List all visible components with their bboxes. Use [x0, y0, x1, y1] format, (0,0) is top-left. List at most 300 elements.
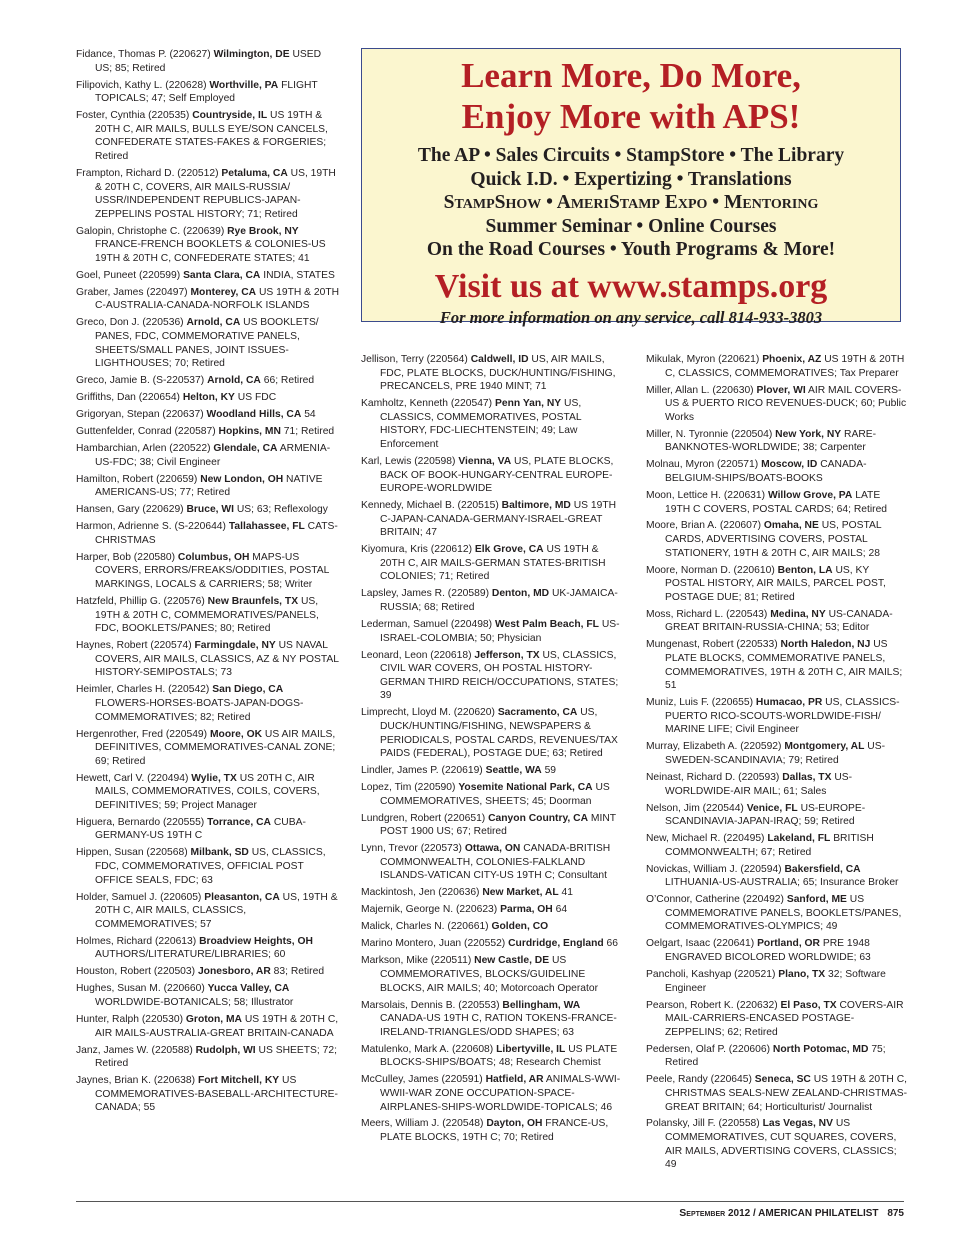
member-entry	[646, 353, 908, 380]
member-name: Harper, Bob (220580)	[76, 551, 176, 563]
member-list-column-3	[646, 353, 908, 1175]
page-number: 875	[887, 1208, 904, 1219]
member-entry	[76, 816, 340, 843]
member-location: Golden, CO	[491, 921, 549, 933]
member-entry	[76, 772, 340, 813]
member-details: US, 19TH & 20TH C, COMMEMORATIVES/PANELS, FDC, BOOKLETS/PANES; 80; Retired	[95, 596, 319, 635]
member-entry	[76, 639, 340, 680]
member-entry	[76, 1013, 340, 1040]
member-entry	[646, 638, 908, 692]
member-entry	[646, 458, 908, 485]
member-name: Hunter, Ralph (220530)	[76, 1013, 184, 1025]
member-details: US AIR MAILS, DEFINITIVES, COMMEMORATIVES-CANAL ZONE; 69; Retired	[95, 728, 336, 767]
aps-advertisement	[361, 48, 901, 327]
member-details: US, AIR MAILS, FDC, PLATE BLOCKS, DUCK/HUNTING/FISHING, PRECANCELS, PRE 1940 MINT; 71	[380, 354, 616, 393]
member-name: Lundgren, Robert (220651)	[361, 812, 486, 824]
member-name: Hergenrother, Fred (220549)	[76, 728, 208, 740]
member-entry	[646, 893, 908, 934]
member-details: 75; Retired	[665, 1043, 886, 1069]
member-details: 59	[544, 765, 557, 777]
member-entry	[646, 489, 908, 516]
member-location: Torrance, CA	[207, 816, 271, 828]
member-entry	[361, 353, 623, 394]
member-name: Greco, Jamie B. (S-220537)	[76, 375, 205, 387]
member-entry	[76, 48, 340, 75]
member-entry	[76, 79, 340, 106]
member-name: Moore, Brian A. (220607)	[646, 520, 762, 532]
member-location: Hopkins, MN	[218, 426, 281, 438]
member-name: Mungenast, Robert (220533)	[646, 639, 778, 651]
member-name: Lindler, James P. (220619)	[361, 765, 483, 777]
member-details: FRANCE-FRENCH BOOKLETS & COLONIES-US 19TH & 20TH C, CONFEDERATE STATES; 41	[95, 239, 326, 264]
member-details: 41	[561, 887, 573, 899]
member-location: Yosemite National Park, CA	[458, 782, 593, 794]
footer-rule	[76, 1201, 904, 1202]
member-details: COVERS-AIR MAIL-CARRIERS-ENCASED POSTAGE-ZEPPELINS; 62; Retired	[665, 999, 904, 1038]
member-location: New Castle, DE	[474, 955, 550, 967]
member-name: Oelgart, Isaac (220641)	[646, 938, 755, 950]
member-name: Hamilton, Robert (220659)	[76, 473, 198, 485]
member-entry	[646, 832, 908, 859]
member-details: 66; Retired	[263, 375, 315, 387]
member-location: North Potomac, MD	[772, 1043, 869, 1055]
member-entry	[361, 706, 623, 760]
member-name: Novickas, William J. (220594)	[646, 863, 782, 875]
member-name: Miller, N. Tyronnie (220504)	[646, 428, 773, 440]
member-entry	[361, 587, 623, 614]
member-entry	[76, 1044, 340, 1071]
member-entry	[76, 225, 340, 266]
member-details: US; 63; Reflexology	[236, 504, 328, 516]
ad-headline-1: Learn More, Do More,	[461, 56, 801, 95]
member-location: Bakersfield, CA	[784, 863, 861, 875]
member-name: Limprecht, Lloyd M. (220620)	[361, 707, 495, 719]
member-entry	[76, 728, 340, 769]
member-entry	[361, 397, 623, 451]
member-details: 71; Retired	[283, 426, 335, 438]
member-details: USED US; 85; Retired	[95, 49, 322, 74]
member-entry	[361, 886, 623, 900]
member-details: US COMMEMORATIVE PANELS, BOOKLETS/PANES, COMMEMORATIVES-OLYMPICS; 49	[665, 894, 902, 933]
member-details: MINT POST 1900 US; 67; Retired	[380, 812, 616, 838]
member-location: Rye Brook, NY	[227, 225, 299, 237]
member-entry	[361, 842, 623, 883]
member-location: Libertyville, IL	[496, 1043, 566, 1055]
member-details: US, CLASSICS, FDC, COMMEMORATIVES, OFFICIAL POST OFFICE SEALS, FDC; 63	[95, 847, 326, 886]
member-location: Columbus, OH	[177, 551, 250, 563]
member-location: Plano, TX	[778, 968, 826, 980]
member-details: US 19TH & 20TH C, AIR MAILS-GERMAN STATES-BRITISH COLONIES; 71; Retired	[380, 544, 606, 583]
member-location: Woodland Hills, CA	[206, 409, 302, 421]
member-location: Yucca Valley, CA	[207, 983, 290, 995]
member-details: US, CLASSICS-PUERTO RICO-SCOUTS-WORLDWIDE-FISH/ MARINE LIFE; Civil Engineer	[665, 697, 900, 736]
member-entry	[76, 473, 340, 500]
member-entry	[76, 965, 340, 979]
member-name: Miller, Allan L. (220630)	[646, 384, 754, 396]
member-location: Curdridge, England	[508, 938, 604, 950]
member-location: Broadview Heights, OH	[199, 935, 313, 947]
member-entry	[646, 802, 908, 829]
member-details: FRANCE-US, PLATE BLOCKS, 19TH C; 70; Retired	[380, 1118, 609, 1144]
member-entry	[76, 982, 340, 1009]
member-entry	[361, 937, 623, 951]
ad-services-2: Quick I.D. • Expertizing • Translations	[470, 168, 792, 190]
member-list-column-2	[361, 353, 623, 1148]
member-name: Jellison, Terry (220564)	[361, 354, 468, 365]
member-details: UK-JAMAICA-RUSSIA; 68; Retired	[380, 588, 618, 614]
member-location: West Palm Beach, FL	[494, 619, 599, 631]
member-entry	[76, 1074, 340, 1115]
member-name: Mikulak, Myron (220621)	[646, 354, 760, 365]
member-location: Petaluma, CA	[221, 167, 288, 179]
footer-month: September	[679, 1207, 726, 1219]
member-details: US-SWEDEN-SCANDINAVIA; 79; Retired	[665, 741, 886, 766]
member-entry	[361, 999, 623, 1040]
member-location: Baltimore, MD	[501, 500, 571, 512]
member-list-column-1	[76, 48, 340, 1118]
member-entry	[361, 920, 623, 934]
member-location: San Diego, CA	[212, 684, 284, 696]
member-entry	[76, 316, 340, 370]
member-entry	[361, 499, 623, 540]
member-entry	[361, 649, 623, 703]
member-location: Benton, LA	[777, 564, 833, 576]
member-details: 83; Retired	[273, 966, 325, 978]
member-name: Heimler, Charles H. (220542)	[76, 684, 210, 696]
member-name: Higuera, Bernardo (220555)	[76, 816, 205, 828]
member-name: Moore, Norman D. (220610)	[646, 564, 775, 576]
member-name: Molnau, Myron (220571)	[646, 459, 759, 471]
member-name: Harmon, Adrienne S. (S-220644)	[76, 521, 226, 533]
member-entry	[646, 1073, 908, 1114]
member-details: US-EUROPE-SCANDINAVIA-JAPAN-IRAQ; 59; Retired	[665, 802, 866, 828]
member-details: US-ISRAEL-COLOMBIA; 50; Physician	[380, 619, 620, 644]
member-details: US COMMEMORATIVES, SHEETS; 45; Doorman	[380, 782, 610, 807]
member-entry	[646, 740, 908, 767]
member-details: US PLATE BLOCKS-SHIPS/BOATS; 48; Research Chemist	[380, 1043, 618, 1069]
member-location: Countryside, IL	[192, 110, 268, 122]
member-entry	[646, 1117, 908, 1171]
member-details: US, KY POSTAL HISTORY, AIR MAILS, PARCEL POST, POSTAGE DUE; 81; Retired	[665, 564, 886, 603]
member-name: Mackintosh, Jen (220636)	[361, 887, 480, 899]
member-location: Bellingham, WA	[502, 999, 581, 1011]
member-entry	[361, 764, 623, 778]
member-details: ANIMALS-WWI-WWII-WAR ZONE OCCUPATION-SPACE-AIRPLANES-SHIPS-WORLDWIDE-TOPICALS; 46	[380, 1074, 621, 1113]
member-entry	[76, 269, 340, 283]
member-name: Muniz, Luis F. (220655)	[646, 697, 754, 709]
member-name: Markson, Mike (220511)	[361, 955, 472, 967]
member-name: Murray, Elizabeth A. (220592)	[646, 741, 782, 753]
member-details: US COMMEMORATIVES, BLOCKS/GUIDELINE BLOCKS, AIR MAILS; 40; Motorcoach Operator	[380, 955, 599, 994]
member-name: Hatzfeld, Phillip G. (220576)	[76, 596, 205, 608]
member-name: Hambarchian, Arlen (220522)	[76, 443, 211, 455]
member-name: Hughes, Susan M. (220660)	[76, 983, 205, 995]
member-entry	[646, 696, 908, 737]
member-name: Guttenfelder, Conrad (220587)	[76, 426, 216, 438]
member-location: Dallas, TX	[782, 771, 832, 783]
member-name: Meers, William J. (220548)	[361, 1118, 484, 1130]
member-location: Arnold, CA	[186, 317, 241, 329]
member-details: US NAVAL COVERS, AIR MAILS, CLASSICS, AZ & NY POSTAL HISTORY-SEMIPOSTALS; 73	[95, 640, 339, 679]
member-name: Matulenko, Mark A. (220608)	[361, 1043, 494, 1055]
member-name: McCulley, James (220591)	[361, 1074, 483, 1086]
member-location: Canyon Country, CA	[488, 812, 589, 824]
member-entry	[361, 455, 623, 496]
member-name: New, Michael R. (220495)	[646, 833, 765, 845]
member-location: Worthville, PA	[209, 79, 279, 91]
member-name: Polansky, Jill F. (220558)	[646, 1118, 760, 1130]
member-name: Graber, James (220497)	[76, 286, 188, 298]
member-location: Omaha, NE	[763, 520, 819, 532]
member-name: Neinast, Richard D. (220593)	[646, 771, 780, 783]
member-details: CANADA-US 19TH C, RATION TOKENS-FRANCE-IRELAND-TRIANGLES/ODD SHAPES; 63	[380, 1013, 617, 1038]
member-location: Monterey, CA	[190, 286, 257, 298]
member-entry	[646, 428, 908, 455]
member-location: Seattle, WA	[485, 765, 542, 777]
member-details: US-CANADA-GREAT BRITAIN-RUSSIA-CHINA; 53; Editor	[665, 608, 893, 634]
member-name: Pearson, Robert K. (220632)	[646, 999, 778, 1011]
member-location: New London, OH	[200, 473, 284, 485]
member-details: CUBA-GERMANY-US 19TH C	[95, 816, 306, 842]
page-footer	[679, 1207, 904, 1219]
member-name: Holmes, Richard (220613)	[76, 935, 197, 947]
member-entry	[76, 520, 340, 547]
member-location: Jonesboro, AR	[197, 966, 271, 978]
member-details: 64	[555, 904, 568, 916]
member-details: BRITISH COMMONWEALTH; 67; Retired	[665, 833, 874, 858]
member-details: US 19TH C-JAPAN-CANADA-GERMANY-ISRAEL-GREAT BRITAIN; 47	[380, 500, 617, 539]
member-location: Milbank, SD	[190, 847, 249, 859]
member-name: Moon, Lettice H. (220631)	[646, 489, 766, 501]
member-entry	[361, 618, 623, 645]
member-details: US FDC	[237, 392, 277, 404]
member-name: Greco, Don J. (220536)	[76, 317, 184, 329]
member-name: Janz, James W. (220588)	[76, 1044, 193, 1056]
member-entry	[76, 891, 340, 932]
member-name: Pancholi, Kashyap (220521)	[646, 968, 776, 980]
member-location: Pleasanton, CA	[204, 891, 280, 903]
member-location: Moore, OK	[209, 728, 263, 740]
member-details: CATS-CHRISTMAS	[95, 521, 338, 546]
member-entry	[646, 564, 908, 605]
member-entry	[361, 1043, 623, 1070]
member-name: Marsolais, Dennis B. (220553)	[361, 999, 500, 1011]
member-name: Nelson, Jim (220544)	[646, 802, 744, 814]
member-details: CANADA-BELGIUM-SHIPS/BOATS-BOOKS	[665, 459, 867, 484]
member-details: US, CLASSICS, CIVIL WAR COVERS, OH POSTAL HISTORY-GERMAN THIRD REICH/OCCUPATIONS, STATES; 39	[380, 649, 619, 702]
member-name: Grigoryan, Stepan (220637)	[76, 409, 204, 421]
member-location: Portland, OR	[757, 938, 820, 950]
footer-publication: 2012 / AMERICAN PHILATELIST	[727, 1208, 879, 1219]
member-details: US 19TH & 20TH C, AIR MAILS-AUSTRALIA-GREAT BRITAIN-CANADA	[95, 1013, 339, 1039]
member-location: Penn Yan, NY	[494, 398, 562, 410]
member-name: Hansen, Gary (220629)	[76, 504, 184, 516]
member-name: Fidance, Thomas P. (220627)	[76, 49, 211, 60]
member-entry	[76, 935, 340, 962]
member-location: Glendale, CA	[213, 443, 278, 455]
member-entry	[646, 771, 908, 798]
member-location: Denton, MD	[491, 588, 550, 600]
member-entry	[646, 384, 908, 425]
member-details: WORLDWIDE-BOTANICALS; 58; Illustrator	[95, 996, 294, 1008]
member-name: Lederman, Samuel (220498)	[361, 619, 493, 631]
member-name: Majernik, George N. (220623)	[361, 904, 498, 916]
member-entry	[361, 543, 623, 584]
member-details: FLOWERS-HORSES-BOATS-JAPAN-DOGS-COMMEMORATIVES; 82; Retired	[95, 697, 304, 723]
member-name: Holder, Samuel J. (220605)	[76, 891, 202, 903]
member-name: Leonard, Leon (220618)	[361, 649, 472, 661]
member-entry	[76, 391, 340, 405]
member-location: Caldwell, ID	[470, 354, 529, 365]
member-entry	[361, 812, 623, 839]
member-details: US, PLATE BLOCKS, BACK OF BOOK-HUNGARY-CENTRAL EUROPE-EUROPE-WORLDWIDE	[380, 455, 614, 495]
member-name: Moss, Richard L. (220543)	[646, 608, 768, 620]
member-location: Sanford, ME	[786, 894, 847, 906]
member-name: Peele, Randy (220645)	[646, 1074, 752, 1086]
member-entry	[646, 999, 908, 1040]
member-entry	[646, 863, 908, 890]
member-name: Galopin, Christophe C. (220639)	[76, 225, 225, 237]
member-name: Jaynes, Brian K. (220638)	[76, 1075, 196, 1087]
member-location: Groton, MA	[185, 1013, 242, 1025]
member-name: Kennedy, Michael B. (220515)	[361, 500, 499, 512]
member-location: Plover, WI	[756, 384, 806, 396]
member-location: Vienna, VA	[458, 455, 512, 467]
member-details: CANADA-BRITISH COMMONWEALTH, COLONIES-FALKLAND ISLANDS-VATICAN CITY-US 19TH C; Consultant	[380, 843, 611, 882]
member-details: MAPS-US COVERS, ERRORS/FREAKS/ODDITIES, POSTAL MARKINGS, LOCALS & CARRIERS; 58; Writer	[95, 551, 330, 591]
member-entry	[76, 551, 340, 592]
member-entry	[76, 408, 340, 422]
member-entry	[76, 286, 340, 313]
member-location: Phoenix, AZ	[762, 354, 822, 365]
member-name: Lopez, Tim (220590)	[361, 782, 456, 794]
member-location: Las Vegas, NV	[762, 1118, 833, 1130]
member-location: Jefferson, TX	[474, 649, 540, 661]
member-location: Elk Grove, CA	[474, 544, 544, 556]
member-location: Sacramento, CA	[497, 707, 578, 719]
member-entry	[76, 374, 340, 388]
member-location: Fort Mitchell, KY	[197, 1075, 280, 1087]
member-name: Haynes, Robert (220574)	[76, 640, 192, 652]
member-details: US, 19TH & 20TH C, AIR MAILS, CLASSICS, COMMEMORATIVES; 57	[95, 891, 338, 930]
member-location: Parma, OH	[500, 904, 553, 916]
member-details: AIR MAIL COVERS-US & PUERTO RICO REVENUES-DUCK; 60; Public Works	[665, 384, 907, 423]
member-name: Kiyomura, Kris (220612)	[361, 544, 473, 556]
member-location: Bruce, WI	[186, 504, 234, 516]
ad-info-phone: For more information on any service, call 814-933-3803	[439, 307, 823, 327]
ad-headline-2: Enjoy More with APS!	[461, 97, 801, 136]
member-entry	[646, 937, 908, 964]
member-location: Farmingdale, NY	[194, 640, 276, 652]
ad-services-3: StampShow • AmeriStamp Expo • Mentoring	[443, 192, 819, 213]
member-name: O’Connor, Catherine (220492)	[646, 894, 784, 906]
member-location: Willow Grove, PA	[767, 489, 853, 501]
member-name: Kamholtz, Kenneth (220547)	[361, 398, 493, 410]
member-details: LATE 19TH C COVERS, POSTAL CARDS; 64; Retired	[665, 489, 888, 515]
ad-services-4: Summer Seminar • Online Courses	[485, 215, 777, 237]
member-details: INDIA, STATES	[263, 269, 335, 281]
member-location: North Haledon, NJ	[780, 639, 871, 651]
member-location: Venice, FL	[746, 802, 798, 814]
member-details: US, POSTAL CARDS, ADVERTISING COVERS, POSTAL STATIONERY, 19TH & 20TH C, AIR MAILS; 28	[665, 520, 882, 559]
member-details: US, CLASSICS, COMMEMORATIVES, POSTAL HISTORY, FDC-LIECHTENSTEIN; 49; Law Enforcement	[380, 398, 582, 450]
member-entry	[646, 519, 908, 560]
member-name: Lynn, Trevor (220573)	[361, 843, 462, 855]
member-details: PRE 1948 ENGRAVED BICOLORED WORLDWIDE; 63	[665, 938, 871, 963]
member-details: AUTHORS/LITERATURE/LIBRARIES; 60	[95, 949, 286, 961]
member-name: Hippen, Susan (220568)	[76, 847, 188, 859]
member-entry	[361, 1073, 623, 1114]
member-details: US, 19TH & 20TH C, COVERS, AIR MAILS-RUSSIA/ USSR/INDEPENDENT REPUBLICS-JAPAN-ZEPPELINS POSTAL HISTORY; 71; Retired	[95, 167, 336, 220]
ad-services-1: The AP • Sales Circuits • StampStore • The Library	[417, 145, 845, 166]
member-details: US COMMEMORATIVES-BASEBALL-ARCHITECTURE-CANADA; 55	[95, 1075, 338, 1114]
member-entry	[76, 442, 340, 469]
member-name: Foster, Cynthia (220535)	[76, 110, 190, 122]
member-location: Rudolph, WI	[195, 1044, 256, 1056]
member-details: US, DUCK/HUNTING/FISHING, NEWSPAPERS & PERIODICALS, POSTAL CARDS, REVENUES/TAX PAIDS (FEDERAL), POSTAGE DUE; 63; Retired	[380, 707, 618, 760]
member-location: Ottawa, ON	[464, 843, 521, 855]
member-entry	[361, 781, 623, 808]
member-location: El Paso, TX	[780, 999, 837, 1011]
member-name: Filipovich, Kathy L. (220628)	[76, 79, 207, 91]
member-name: Goel, Puneet (220599)	[76, 269, 181, 281]
member-details: RARE-BANKNOTES-WORLDWIDE; 38; Carpenter	[665, 428, 877, 454]
member-details: 32; Software Engineer	[665, 968, 886, 994]
member-location: Helton, KY	[182, 392, 235, 404]
member-entry	[361, 1117, 623, 1144]
ad-services-5: On the Road Courses • Youth Programs & More!	[426, 239, 836, 260]
member-entry	[646, 968, 908, 995]
member-name: Griffiths, Dan (220654)	[76, 392, 180, 404]
member-name: Malick, Charles N. (220661)	[361, 921, 489, 933]
member-details: LITHUANIA-US-AUSTRALIA; 65; Insurance Broker	[665, 877, 899, 889]
member-location: Medina, NY	[770, 608, 826, 620]
member-location: Santa Clara, CA	[183, 269, 261, 281]
member-entry	[76, 503, 340, 517]
member-details: US 20TH C, AIR MAILS, COMMEMORATIVES, COILS, COVERS, DEFINITIVES; 59; Project Manager	[95, 772, 320, 811]
member-entry	[76, 167, 340, 221]
member-details: US PLATE BLOCKS, COMMEMORATIVE PANELS, COMMEMORATIVES, 19TH & 20TH C, AIR MAILS; 51	[665, 639, 903, 692]
member-details: US 19TH & 20TH C, CLASSICS, COMMEMORATIVES; Tax Preparer	[665, 354, 905, 379]
member-name: Hewett, Carl V. (220494)	[76, 772, 189, 784]
member-entry	[76, 595, 340, 636]
member-location: Arnold, CA	[207, 375, 261, 387]
member-location: Hatfield, AR	[485, 1074, 544, 1086]
member-location: Tallahassee, FL	[228, 521, 305, 533]
member-details: 66	[606, 938, 619, 950]
member-details: FLIGHT TOPICALS; 47; Self Employed	[95, 79, 318, 105]
member-name: Frampton, Richard D. (220512)	[76, 167, 219, 179]
member-name: Lapsley, James R. (220589)	[361, 588, 490, 600]
member-entry	[361, 954, 623, 995]
member-location: Montgomery, AL	[784, 741, 865, 753]
member-details: US-WORLDWIDE-AIR MAIL; 61; Sales	[665, 771, 853, 797]
member-details: US SHEETS; 72; Retired	[95, 1044, 337, 1070]
member-name: Pedersen, Olaf P. (220606)	[646, 1043, 771, 1055]
member-entry	[646, 608, 908, 635]
member-location: Moscow, ID	[761, 459, 818, 471]
member-location: Humacao, PR	[755, 697, 823, 709]
member-details: ARMENIA-US-FDC; 38; Civil Engineer	[95, 443, 331, 468]
member-location: Wilmington, DE	[213, 49, 290, 60]
member-entry	[76, 109, 340, 163]
member-location: Lakeland, FL	[767, 833, 831, 845]
member-details: US 19TH & 20TH C, CHRISTMAS SEALS-NEW ZEALAND-CHRISTMAS-GREAT BRITAIN; 64; Horticulturist/ Journalist	[665, 1074, 908, 1113]
member-name: Karl, Lewis (220598)	[361, 455, 456, 467]
member-details: US 19TH & 20TH C-AUSTRALIA-CANADA-NORFOLK ISLANDS	[95, 286, 340, 312]
member-entry	[76, 683, 340, 724]
member-location: Dayton, OH	[486, 1118, 543, 1130]
